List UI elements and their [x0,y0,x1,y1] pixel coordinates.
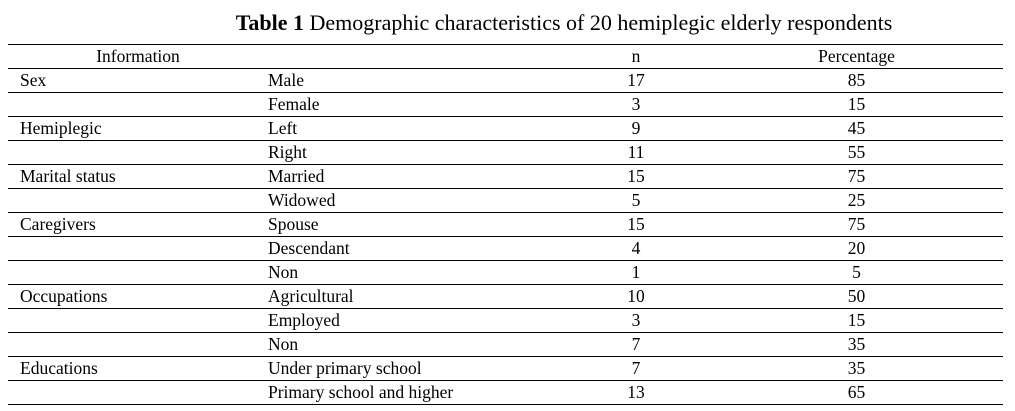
row-category: Non [268,261,562,285]
row-n: 15 [562,165,710,189]
row-percentage: 55 [710,141,1003,165]
table-row [8,213,1003,237]
row-n: 17 [562,69,710,93]
row-n: 9 [562,117,710,141]
row-category: Female [268,93,562,117]
row-n: 7 [562,357,710,381]
table-row [8,93,1003,117]
row-category: Male [268,69,562,93]
row-percentage: 5 [710,261,1003,285]
row-category: Non [268,333,562,357]
row-n: 11 [562,141,710,165]
table-row [8,261,1003,285]
row-percentage: 50 [710,285,1003,309]
row-category: Primary school and higher [268,381,562,405]
row-category: Spouse [268,213,562,237]
row-group-label: Sex [8,69,268,93]
table-row [8,357,1003,381]
row-n: 1 [562,261,710,285]
row-n: 5 [562,189,710,213]
table-row [8,117,1003,141]
table-row [8,309,1003,333]
table-row [8,381,1003,405]
table-row [8,237,1003,261]
row-group-label [8,141,268,165]
row-group-label [8,381,268,405]
row-category: Agricultural [268,285,562,309]
row-percentage: 65 [710,381,1003,405]
header-percentage: Percentage [710,45,1003,69]
table-caption-label: Table 1 [235,10,304,35]
row-percentage: 45 [710,117,1003,141]
row-n: 15 [562,213,710,237]
row-n: 7 [562,333,710,357]
row-n: 4 [562,237,710,261]
row-category: Left [268,117,562,141]
row-n: 10 [562,285,710,309]
row-category: Under primary school [268,357,562,381]
row-n: 3 [562,93,710,117]
row-percentage: 35 [710,357,1003,381]
table-row [8,333,1003,357]
row-group-label [8,261,268,285]
row-percentage: 35 [710,333,1003,357]
row-percentage: 15 [710,93,1003,117]
row-percentage: 85 [710,69,1003,93]
table-row [8,141,1003,165]
row-group-label: Marital status [8,165,268,189]
table-row [8,69,1003,93]
row-group-label [8,309,268,333]
row-percentage: 25 [710,189,1003,213]
table-caption [0,8,1015,38]
table-row [8,189,1003,213]
row-percentage: 15 [710,309,1003,333]
row-category: Employed [268,309,562,333]
row-percentage: 75 [710,213,1003,237]
table-row [8,285,1003,309]
header-n: n [562,45,710,69]
demographics-table [8,44,1003,405]
row-group-label: Hemiplegic [8,117,268,141]
table-header-row [8,45,1003,69]
row-group-label [8,189,268,213]
table-caption-text: Demographic characteristics of 20 hemiplegic elderly respondents [309,10,893,35]
row-category: Descendant [268,237,562,261]
row-percentage: 75 [710,165,1003,189]
row-category: Right [268,141,562,165]
row-percentage: 20 [710,237,1003,261]
row-group-label: Educations [8,357,268,381]
row-group-label [8,93,268,117]
header-information: Information [8,45,268,69]
row-group-label [8,237,268,261]
header-category [268,45,562,69]
table-row [8,165,1003,189]
row-n: 13 [562,381,710,405]
row-n: 3 [562,309,710,333]
row-group-label: Caregivers [8,213,268,237]
row-group-label: Occupations [8,285,268,309]
row-category: Married [268,165,562,189]
row-category: Widowed [268,189,562,213]
row-group-label [8,333,268,357]
